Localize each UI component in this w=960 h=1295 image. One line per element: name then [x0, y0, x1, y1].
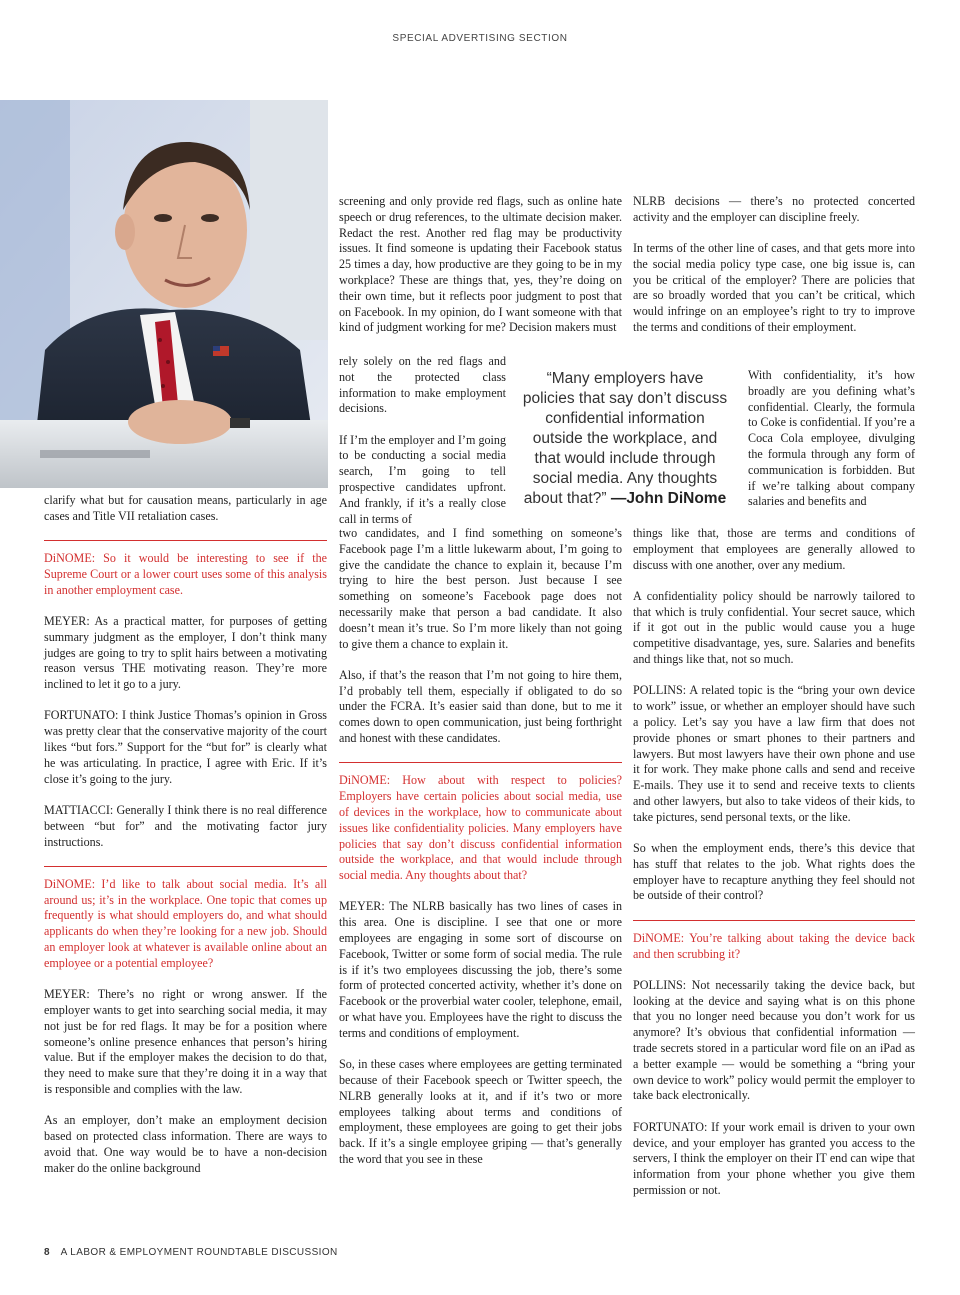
pull-quote-text: “Many employers have policies that say don’t discuss confidential information outside the workplace, and that would include through social media. Any thoughts about that?”: [522, 370, 728, 507]
divider: [44, 540, 327, 541]
paragraph: things like that, those are terms and conditions of employment that employees are generally allowed to discuss with one another, over any medium.: [633, 526, 915, 572]
divider: [633, 920, 915, 921]
paragraph: POLLINS: A related topic is the “bring your own device to work” issue, or whether an employer should have such a policy. Let’s say you have a law firm that does not provide phones or smart phones to their partners and lawyers. But most lawyers have their own phone and use it for work. They make phone calls and send and receive E-mails. They use it to send and receive texts to clients and other lawyers, but also to take videos of their kids, to take pictures, send personal texts, or the like.: [633, 683, 915, 824]
section-header: SPECIAL ADVERTISING SECTION: [392, 33, 568, 44]
paragraph: two candidates, and I find something on someone’s Facebook page I’m a little lukewarm about, I’m going to give the candidate the chance to explain it, because I’m trying to hire the best person. Just because I see something on someone’s Facebook page does not necessarily make that person a bad candidate. It also doesn’t mean it’s true. So I’m more likely than not going to give them a chance to explain it.: [339, 526, 622, 651]
paragraph: screening and only provide red flags, such as online hate speech or drug references, to the ultimate decision maker. Redact the rest. Another red flag may be productivity issues. It find someone is updating their Facebook status 25 times a day, how productive are they going to be in my workplace? These are things that, yes, they’re doing on their own time, but it reflects poor judgment to post that on Facebook. In my opinion, do I want someone with that kind of judgment working for me? Decision makers must: [339, 194, 622, 335]
page-footer: [44, 1247, 338, 1258]
paragraph: So, in these cases where employees are getting terminated because of their Facebook speech or Twitter speech, the NLRB generally looks at it, and if it’s two or more employees talking about terms and conditions of employment, these employees are going to get their jobs back. If it’s a single employee griping — that’s generally the word that you see in these: [339, 1057, 622, 1166]
paragraph: POLLINS: Not necessarily taking the device back, but looking at the device and saying what is on this phone that you no longer need because you don’t work for us anymore? It’s obvious that confidential information — trade secrets stored in a particular word file on an iPad as a better example — would be something a “bring your own device to work” policy would permit the employer to take back electronically.: [633, 977, 915, 1103]
column-2-bottom: [339, 526, 622, 1183]
paragraph: As an employer, don’t make an employment decision based on protected class information. There are ways to avoid that. One way would be to have a non-decision maker do the online background: [44, 1113, 327, 1175]
column-3-top: [633, 194, 915, 351]
divider: [44, 866, 327, 867]
footer-title: A LABOR & EMPLOYMENT ROUNDTABLE DISCUSSION: [60, 1247, 338, 1258]
moderator-question: DiNOME: How about with respect to policies? Employers have certain policies about social media, use of devices in the workplace, how to communicate about issues like confidentiality policies. Many employers have policies that say don’t discuss confidential information outside the workplace, and that would include through social media. Any thoughts about that?: [339, 773, 622, 883]
paragraph: rely solely on the red flags and not the protected class information to make employment decisions.: [339, 354, 506, 416]
paragraph: Also, if that’s the reason that I’m not going to hire them, I’d probably tell them, especially if obligated to do so under the FCRA. It’s easier said than done, but to me it comes down to open communication, just being forthright and honest with these candidates.: [339, 667, 622, 746]
paragraph: If I’m the employer and I’m going to be conducting a social media search, I’m going to tell prospective candidates upfront. And frankly, if it’s a really close call in terms of: [339, 432, 506, 526]
paragraph: So when the employment ends, there’s this device that has stuff that relates to the job. What rights does the employer have to recapture anything they feel should not be outside of their control?: [633, 841, 915, 903]
paragraph: MEYER: As a practical matter, for purposes of getting summary judgment as the employer, I don’t think many judges are going to try to split hairs between a motivating reason versus THE motivating reason. They’re more inclined to let it go to a jury.: [44, 613, 327, 692]
paragraph: NLRB decisions — there’s no protected concerted activity and the employer can discipline freely.: [633, 194, 915, 224]
moderator-question: DiNOME: So it would be interesting to see if the Supreme Court or a lower court uses some of this analysis in another employment case.: [44, 551, 327, 597]
moderator-question: DiNOME: I’d like to talk about social media. It’s all around us; it’s in the workplace. One topic that comes up frequently is what should employers do, and what should applicants do when they’re looking for a new job. Should an employer look at whatever is available online about an employee or a potential employee?: [44, 876, 327, 970]
paragraph: With confidentiality, it’s how broadly are you defining what’s confidential. Clearly, the formula to Coke is confidential. If you’re a Coca Cola employee, divulging the formula through any form of communication is forbidden. But if we’re talking about company salaries and benefits and: [748, 368, 915, 509]
column-2-top: [339, 194, 622, 352]
paragraph: MEYER: There’s no right or wrong answer. If the employer wants to get into searching social media, it may not just be for red flags. It may be for a position where someone’s online presence enhances that person’s hiring value. But if the employer makes the decision to do that, they need to make sure that they’re doing it in a way that is responsible and complies with the law.: [44, 987, 327, 1096]
paragraph: FORTUNATO: If your work email is driven to your own device, and your employer has granted you access to the servers, I think the employer on their IT end can wipe that information from your phone whether you give them permission or not.: [633, 1119, 915, 1197]
column-2-narrow: [339, 354, 506, 527]
column-1: [44, 493, 327, 1192]
paragraph: FORTUNATO: I think Justice Thomas’s opinion in Gross was pretty clear that the conservative majority of the court likes “but fors.” Support for the “but for” is clearly what he was articulating. In practice, I agree with Eric. If it’s close it’s going to the jury.: [44, 708, 327, 786]
paragraph: clarify what but for causation means, particularly in age cases and Title VII retaliation cases.: [44, 493, 327, 523]
moderator-question: DiNOME: You’re talking about taking the device back and then scrubbing it?: [633, 930, 915, 961]
speaker-photo: [0, 100, 328, 488]
column-3-narrow: [748, 368, 915, 510]
page-number: 8: [44, 1247, 50, 1258]
divider: [339, 762, 622, 763]
paragraph: A confidentiality policy should be narrowly tailored to that which is truly confidential. Your secret sauce, which if it got out in the public would cause you a huge competitive disadvantage, yes, sure. Salaries and benefits and things like that, not so much.: [633, 588, 915, 667]
paragraph: In terms of the other line of cases, and that gets more into the social media policy type case, one big issue is, can you be critical of the employer? There are policies that are so broadly worded that you can’t be critical, which would infringe on an employee’s right to try to improve the terms and conditions of their employment.: [633, 241, 915, 335]
pull-quote-attribution: —John DiNome: [610, 490, 727, 507]
paragraph: MEYER: The NLRB basically has two lines of cases in this area. One is discipline. I see that one or more employees are engaging in some sort of discourse on Facebook, Twitter or some form of social media. The rule is if it’s two employees discussing the job, there’s some form of protected concerted activity, whether it’s done on Facebook or the proverbial water cooler, telephone, email, or what have you. Employees have the right to discuss the terms and conditions of employment.: [339, 899, 622, 1040]
pull-quote: [522, 369, 728, 509]
paragraph: MATTIACCI: Generally I think there is no real difference between “but for” and the motivating factor jury instructions.: [44, 802, 327, 849]
column-3-bottom: [633, 526, 915, 1214]
